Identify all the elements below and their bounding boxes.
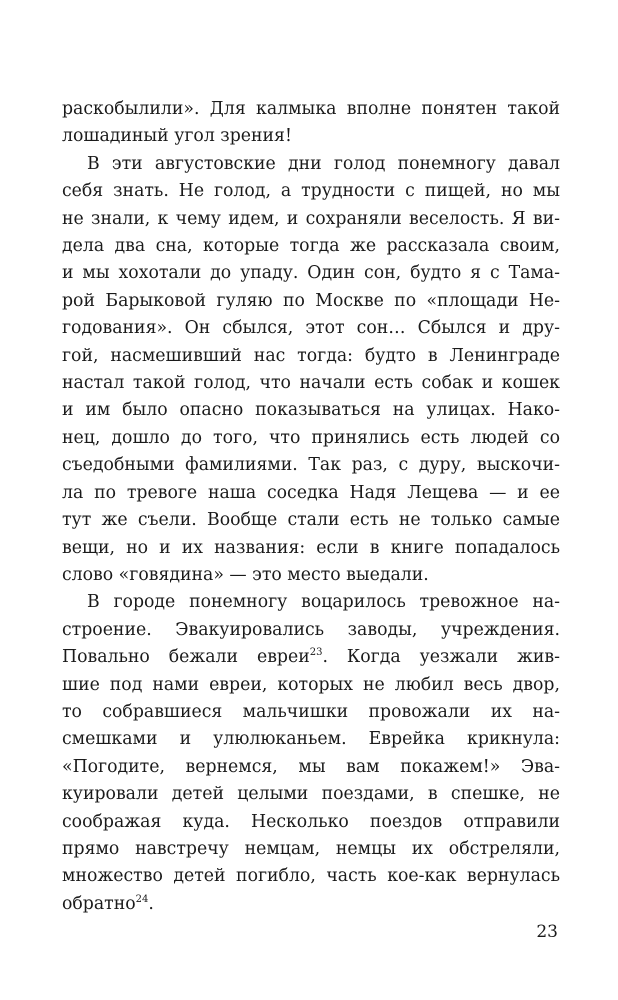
text-line: прямо навстречу немцам, немцы их обстреляли, — [62, 838, 560, 859]
text-line: вещи, но и их названия: если в книге попадалось — [62, 537, 560, 558]
text-line: слово «говядина» — это место выедали. — [62, 564, 429, 585]
text-line: то собравшиеся мальчишки провожали их на- — [62, 701, 560, 722]
text-line: рой Барыковой гуляю по Москве по «площади Не- — [62, 290, 560, 311]
page-number: 23 — [536, 922, 558, 942]
paragraph — [62, 96, 560, 151]
text-line: лошадиный угол зрения! — [62, 126, 292, 147]
text-line: не знали, к чему идем, и сохраняли веселость. Я ви- — [62, 208, 560, 229]
text-line: и мы хохотали до упаду. Один сон, будто я с Тама- — [62, 263, 560, 284]
text-line: тут же съели. Вообще стали есть не только самые — [62, 510, 560, 531]
text-line: съедобными фамилиями. Так раз, с дуру, выскочи- — [62, 455, 560, 476]
footnote-marker[interactable]: 23 — [309, 647, 323, 659]
page-body — [62, 96, 560, 918]
text-line: ла по тревоге наша соседка Надя Лещева — и ее — [62, 482, 560, 503]
text-line: множество детей погибло, часть кое-как вернулась — [62, 866, 560, 887]
paragraph — [62, 589, 560, 918]
text-line: соображая куда. Несколько поездов отправили — [62, 811, 560, 832]
text-line: смешками и улюлюканьем. Еврейка крикнула: — [62, 729, 560, 750]
text-line: «Погодите, вернемся, мы вам покажем!» Эва- — [62, 756, 560, 777]
text-line: и им было опасно показываться на улицах. Нако- — [62, 400, 560, 421]
text-line: обратно$^{24}$. — [62, 893, 154, 914]
text-line: гой, насмешивший нас тогда: будто в Ленинграде — [62, 345, 560, 366]
text-line: нец, дошло до того, что принялись есть людей со — [62, 427, 560, 448]
text-line: годования». Он сбылся, этот сон… Сбылся и дру- — [62, 318, 560, 339]
text-line: В эти августовские дни голод понемногу давал — [87, 153, 560, 174]
text-line: В городе понемногу воцарилось тревожное на- — [87, 592, 560, 613]
text-line: шие под нами евреи, которых не любил весь двор, — [62, 674, 560, 695]
text-line: себя знать. Не голод, а трудности с пищей, но мы — [62, 181, 560, 202]
text-line: куировали детей целыми поездами, в спешке, не — [62, 784, 560, 805]
footnote-marker[interactable]: 24 — [135, 893, 149, 905]
text-line: настал такой голод, что начали есть собак и кошек — [62, 373, 560, 394]
paragraph — [62, 151, 560, 590]
text-line: Повально бежали евреи$^{23}$. Когда уезжали жив- — [62, 647, 560, 668]
text-line: строение. Эвакуировались заводы, учреждения. — [62, 619, 560, 640]
text-line: дела два сна, которые тогда же рассказала своим, — [62, 236, 560, 257]
text-line: раскобылили». Для калмыка вполне понятен такой — [62, 99, 560, 119]
